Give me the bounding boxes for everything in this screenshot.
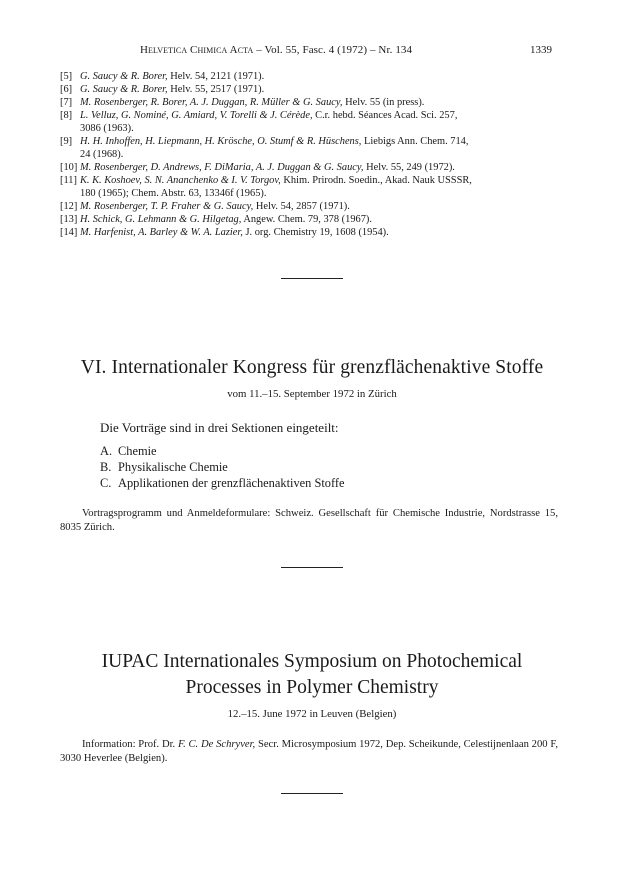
reference-source: Helv. 55 (in press).	[342, 97, 425, 108]
list-text: Physikalische Chemie	[118, 460, 228, 474]
reference-item	[60, 161, 580, 174]
reference-authors: G. Saucy & R. Borer,	[80, 84, 168, 95]
reference-source: Helv. 55, 2517 (1971).	[167, 84, 265, 95]
info-prefix: Information: Prof. Dr.	[82, 739, 178, 750]
reference-item	[60, 200, 580, 213]
reference-item	[60, 83, 580, 96]
reference-continuation: 180 (1965); Chem. Abstr. 63, 13346f (1965).	[80, 188, 267, 199]
reference-source: C.r. hebd. Séances Acad. Sci. 257,	[312, 110, 458, 121]
section-list	[100, 443, 345, 491]
reference-item	[60, 109, 580, 122]
info-name: F. C. De Schryver,	[177, 739, 256, 750]
reference-item	[60, 226, 580, 239]
reference-source: J. org. Chemistry 19, 1608 (1954).	[242, 227, 389, 238]
section-title-line1: IUPAC Internationales Symposium on Photochemical	[101, 651, 523, 672]
page-number: 1339	[530, 44, 552, 56]
list-item	[100, 459, 345, 475]
reference-authors: M. Harfenist, A. Barley & W. A. Lazier,	[80, 227, 243, 238]
list-letter: A.	[100, 444, 113, 458]
section-divider	[281, 793, 343, 794]
reference-source: Helv. 54, 2857 (1971).	[253, 201, 350, 212]
reference-authors: K. K. Koshoev, S. N. Ananchenko & I. V. Torgov,	[80, 175, 281, 186]
section-info	[60, 738, 558, 766]
list-letter: B.	[100, 460, 112, 474]
reference-number: [7]	[60, 97, 73, 108]
section-note: Vortragsprogramm und Anmeldeformulare: Schweiz. Gesellschaft für Chemische Industrie, Nordstrasse 15, 8035 Zürich.	[60, 508, 558, 533]
section-date: vom 11.–15. September 1972 in Zürich	[227, 388, 397, 400]
reference-item	[60, 213, 580, 226]
list-letter: C.	[100, 476, 112, 490]
list-item	[100, 443, 345, 459]
section-divider	[281, 278, 343, 279]
section-intro: Die Vorträge sind in drei Sektionen eingeteilt:	[100, 420, 339, 435]
reference-number: [10]	[60, 162, 78, 173]
reference-item	[60, 135, 580, 148]
reference-number: [12]	[60, 201, 78, 212]
reference-authors: M. Rosenberger, D. Andrews, F. DiMaria, A. J. Duggan & G. Saucy,	[80, 162, 364, 173]
reference-number: [9]	[60, 136, 73, 147]
reference-item	[60, 70, 580, 83]
reference-source: Liebigs Ann. Chem. 714,	[361, 136, 469, 147]
info-rest: Secr. Microsymposium 1972, Dep. Scheikunde, Celestijnenlaan 200 F, 3030 Heverlee (Belgien).	[60, 739, 559, 764]
reference-number: [11]	[60, 175, 77, 186]
list-text: Applikationen der grenzflächenaktiven Stoffe	[118, 476, 345, 490]
list-text: Chemie	[118, 444, 157, 458]
section-title: VI. Internationaler Kongress für grenzflächenaktive Stoffe	[80, 357, 544, 378]
reference-authors: H. H. Inhoffen, H. Liepmann, H. Krösche, O. Stumf & R. Hüschens,	[80, 136, 362, 147]
reference-authors: G. Saucy & R. Borer,	[80, 71, 168, 82]
list-item	[100, 475, 345, 491]
reference-source: Helv. 54, 2121 (1971).	[167, 71, 265, 82]
reference-number: [8]	[60, 110, 73, 121]
reference-source: Khim. Prirodn. Soedin., Akad. Nauk USSSR,	[280, 175, 472, 186]
journal-name: Helvetica Chimica Acta	[140, 44, 254, 56]
reference-number: [5]	[60, 71, 73, 82]
reference-authors: M. Rosenberger, T. P. Fraher & G. Saucy,	[80, 201, 254, 212]
reference-source: Angew. Chem. 79, 378 (1967).	[241, 214, 372, 225]
running-header	[0, 44, 624, 60]
reference-source: Helv. 55, 249 (1972).	[363, 162, 455, 173]
reference-item	[60, 174, 580, 187]
reference-authors: M. Rosenberger, R. Borer, A. J. Duggan, R. Müller & G. Saucy,	[80, 97, 343, 108]
section-date: 12.–15. June 1972 in Leuven (Belgien)	[227, 708, 397, 720]
reference-authors: L. Velluz, G. Nominé, G. Amiard, V. Torelli & J. Cérède,	[80, 110, 313, 121]
section-divider	[281, 567, 343, 568]
reference-continuation: 24 (1968).	[80, 149, 124, 160]
journal-citation	[140, 44, 500, 56]
section-title-line2: Processes in Polymer Chemistry	[185, 677, 439, 698]
reference-continuation: 3086 (1963).	[80, 123, 134, 134]
reference-number: [13]	[60, 214, 78, 225]
reference-item	[60, 96, 580, 109]
reference-number: [6]	[60, 84, 73, 95]
reference-list	[60, 70, 580, 239]
reference-number: [14]	[60, 227, 78, 238]
reference-authors: H. Schick, G. Lehmann & G. Hilgetag,	[80, 214, 242, 225]
journal-issue: – Vol. 55, Fasc. 4 (1972) – Nr. 134	[253, 44, 413, 56]
